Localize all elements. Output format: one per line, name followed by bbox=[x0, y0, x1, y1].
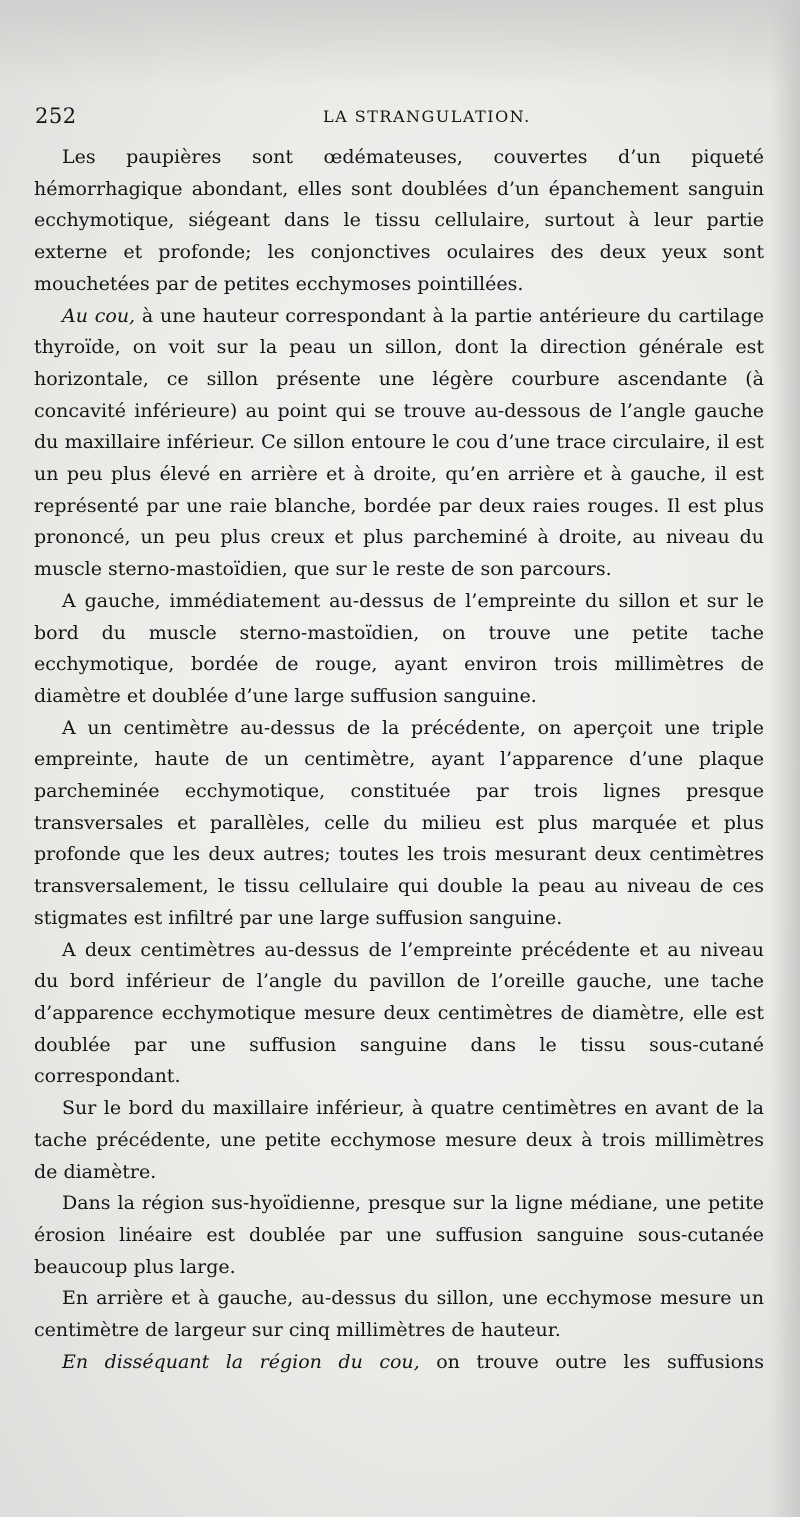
paragraph-text: A deux centimètres au-dessus de l’empreinte précédente et au niveau du bord inférieur de l’angle du pavillon de l’oreille gauche, une tache d’apparence ecchymotique mesure deux centimètres de diamètre, elle est doublée par une suffusion sanguine dans le tissu sous-cutané correspondant. bbox=[34, 938, 764, 1088]
paragraph-text: Dans la région sus-hyoïdienne, presque sur la ligne médiane, une petite érosion linéaire est doublée par une suffusion sanguine sous-cutanée beaucoup plus large. bbox=[34, 1192, 764, 1278]
paragraph-lead-italic: En disséquant la région du cou, bbox=[62, 1350, 420, 1373]
page-header bbox=[35, 104, 755, 132]
paragraph-eyelids bbox=[34, 142, 764, 301]
running-title: LA STRANGULATION. bbox=[323, 107, 531, 126]
paragraph-text: A gauche, immédiatement au-dessus de l’empreinte du sillon et sur le bord du muscle sterno-mastoïdien, on trouve une petite tache ecchymotique, bordée de rouge, ayant environ trois millimètres de diamètre et doublée d’une large suffusion sanguine. bbox=[34, 589, 764, 707]
paragraph-dissection bbox=[34, 1347, 764, 1379]
paragraph-text: A un centimètre au-dessus de la précédente, on aperçoit une triple empreinte, haute de un centimètre, ayant l’apparence d’une plaque parcheminée ecchymotique, constituée par trois lignes presque transversales et parallèles, celle du milieu est plus marquée et plus profonde que les deux autres; toutes les trois mesurant deux centimètres transversalement, le tissu cellulaire qui double la peau au niveau de ces stigmates est infiltré par une large suffusion sanguine. bbox=[34, 716, 764, 929]
paragraph-lead-italic: Au cou, bbox=[62, 304, 136, 327]
paragraph-triple-mark bbox=[34, 713, 764, 935]
paragraph-jaw bbox=[34, 1093, 764, 1188]
paragraph-text: à une hauteur correspondant à la partie antérieure du cartilage thyroïde, on voit sur la peau un sillon, dont la direction générale est horizontale, ce sillon présente une légère courbure ascendante (à concavité inférieure) au point qui se trouve au-dessous de l’angle gauche du maxillaire inférieur. Ce sillon entoure le cou d’une trace circulaire, il est un peu plus élevé en arrière et à droite, qu’en arrière et à gauche, il est représenté par une raie blanche, bordée par deux raies rouges. Il est plus prononcé, un peu plus creux et plus parcheminé à droite, au niveau du muscle sterno-mastoïdien, que sur le reste de son parcours. bbox=[34, 304, 764, 581]
paragraph-text: Sur le bord du maxillaire inférieur, à quatre centimètres en avant de la tache précédente, une petite ecchymose mesure deux à trois millimètres de diamètre. bbox=[34, 1097, 764, 1183]
paragraph-text: En arrière et à gauche, au-dessus du sillon, une ecchymose mesure un centimètre de largeur sur cinq millimètres de hauteur. bbox=[34, 1287, 764, 1342]
paragraph-left-side bbox=[34, 586, 764, 713]
body-text bbox=[34, 142, 764, 1378]
page-number: 252 bbox=[35, 104, 77, 128]
paragraph-neck bbox=[34, 301, 764, 586]
paragraph-ear bbox=[34, 935, 764, 1094]
paragraph-text: on trouve outre les suffusions bbox=[419, 1350, 765, 1373]
paragraph-hyoid bbox=[34, 1188, 764, 1283]
paragraph-text: Les paupières sont œdémateuses, couvertes d’un piqueté hémorrhagique abondant, elles sont doublées d’un épanchement sanguin ecchymotique, siégeant dans le tissu cellulaire, surtout à leur partie externe et profonde; les conjonctives oculaires des deux yeux sont mouchetées par de petites ecchymoses pointillées. bbox=[34, 146, 764, 295]
paragraph-rear-left bbox=[34, 1283, 764, 1346]
